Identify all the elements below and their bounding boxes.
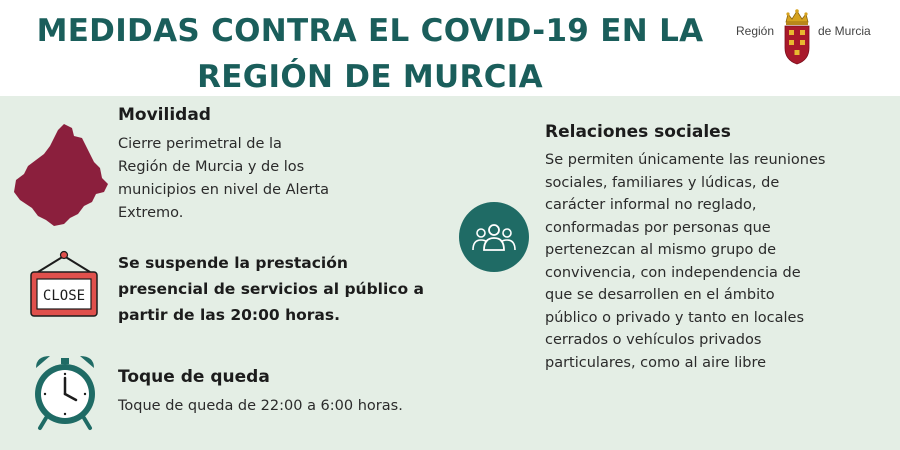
title-line-1: MEDIDAS CONTRA EL COVID-19 EN LA [36, 13, 704, 49]
murcia-map-icon [12, 120, 110, 228]
relaciones-line: cerrados o vehículos privados [545, 332, 762, 348]
relaciones-line: público o privado y tanto en locales [545, 309, 805, 326]
movilidad-text [118, 133, 329, 225]
movilidad-line: Región de Murcia y de los [118, 159, 305, 175]
relaciones-line: pertenezcan al mismo grupo de [545, 242, 777, 258]
relaciones-heading: Relaciones sociales [545, 122, 731, 142]
relaciones-line: particulares, como al aire libre [545, 354, 767, 371]
movilidad-line: municipios en nivel de Alerta [118, 182, 330, 198]
toque-heading: Toque de queda [118, 367, 270, 387]
suspension-text [118, 250, 424, 328]
suspension-line: presencial de servicios al público a [118, 280, 424, 298]
coat-of-arms-icon [780, 8, 814, 66]
suspension-line: Se suspende la prestación [118, 254, 348, 272]
suspension-line: partir de las 20:00 horas. [118, 306, 340, 324]
logo-text-left: Región [736, 24, 775, 38]
people-group-icon [472, 222, 516, 252]
logo-text-right: de Murcia [818, 24, 871, 38]
toque-text: Toque de queda de 22:00 a 6:00 horas. [118, 398, 403, 414]
relaciones-line: carácter informal no reglado, [545, 197, 757, 213]
close-sign-icon [28, 250, 100, 318]
page-title [30, 8, 710, 100]
people-circle [459, 202, 529, 272]
movilidad-heading: Movilidad [118, 105, 211, 125]
close-sign-text: CLOSE [42, 288, 86, 304]
relaciones-line: convivencia, con independencia de [545, 264, 801, 281]
relaciones-line: Se permiten únicamente las reuniones [545, 152, 826, 168]
movilidad-line: Cierre perimetral de la [118, 136, 282, 152]
title-line-2: REGIÓN DE MURCIA [197, 59, 543, 95]
relaciones-line: que se desarrollen en el ámbito [545, 287, 775, 303]
relaciones-line: conformadas por personas que [545, 219, 771, 236]
movilidad-line: Extremo. [118, 205, 184, 221]
header [0, 0, 900, 96]
region-murcia-logo [736, 8, 886, 66]
alarm-clock-icon [30, 352, 100, 432]
relaciones-line: sociales, familiares y lúdicas, de [545, 174, 780, 191]
content-panel [0, 96, 900, 450]
relaciones-text [545, 149, 825, 374]
